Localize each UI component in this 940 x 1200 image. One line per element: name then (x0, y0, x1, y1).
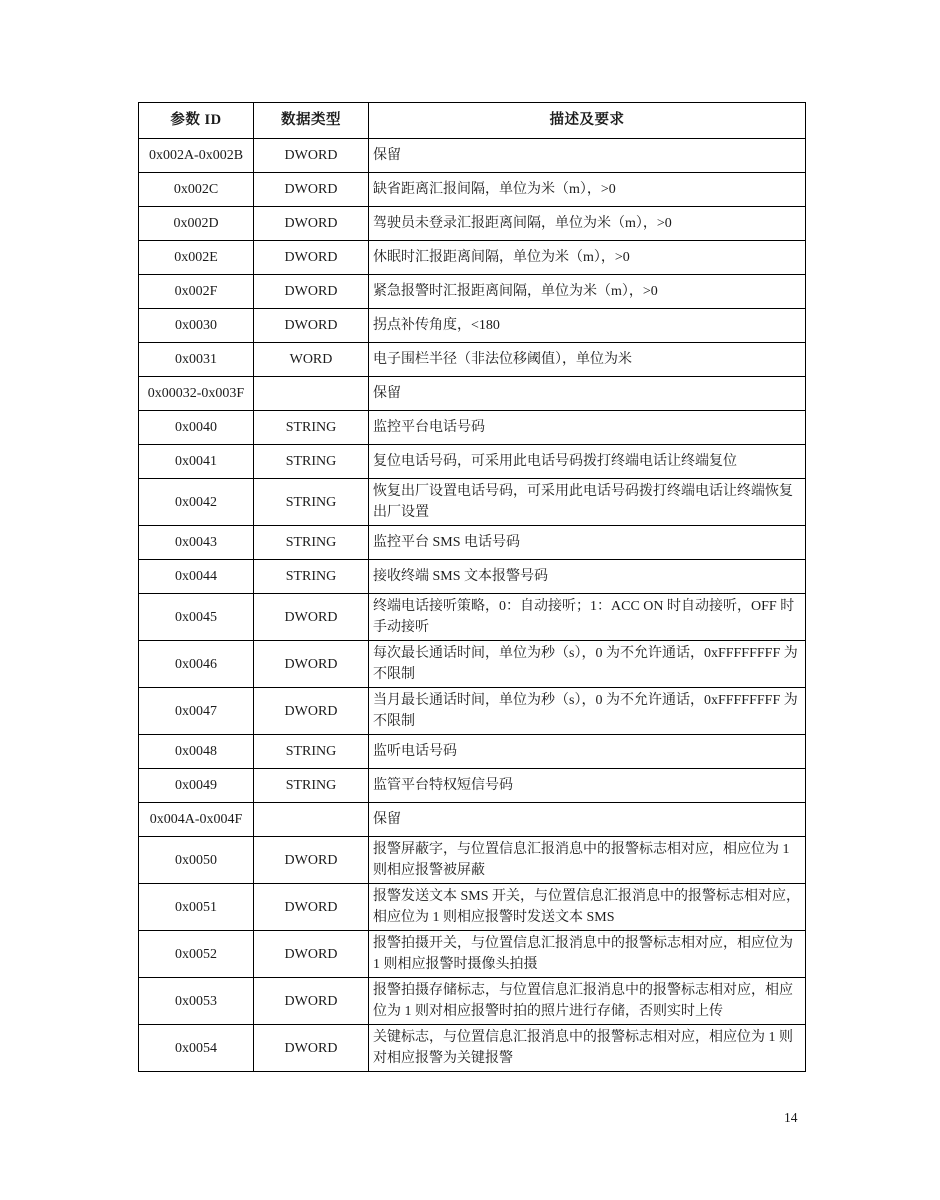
data-type-cell: DWORD (254, 207, 369, 241)
table-row (139, 803, 806, 837)
data-type-cell: STRING (254, 445, 369, 479)
table-header-row (139, 103, 806, 139)
table-row (139, 1025, 806, 1072)
param-id-cell: 0x0046 (139, 641, 254, 688)
description-cell: 报警发送文本 SMS 开关，与位置信息汇报消息中的报警标志相对应，相应位为 1 则相应报警时发送文本 SMS (369, 884, 806, 931)
description-cell: 缺省距离汇报间隔，单位为米（m），>0 (369, 173, 806, 207)
description-cell: 休眠时汇报距离间隔，单位为米（m），>0 (369, 241, 806, 275)
data-type-cell: DWORD (254, 931, 369, 978)
description-cell: 每次最长通话时间，单位为秒（s），0 为不允许通话，0xFFFFFFFF 为不限制 (369, 641, 806, 688)
param-id-cell: 0x0043 (139, 526, 254, 560)
param-id-cell: 0x0050 (139, 837, 254, 884)
description-cell: 紧急报警时汇报距离间隔，单位为米（m），>0 (369, 275, 806, 309)
description-cell: 复位电话号码，可采用此电话号码拨打终端电话让终端复位 (369, 445, 806, 479)
page-number: 14 (784, 1110, 798, 1125)
table-row (139, 735, 806, 769)
header-data-type: 数据类型 (254, 103, 369, 139)
description-cell: 监管平台特权短信号码 (369, 769, 806, 803)
data-type-cell: DWORD (254, 978, 369, 1025)
table-row (139, 769, 806, 803)
table-row (139, 594, 806, 641)
data-type-cell: DWORD (254, 641, 369, 688)
parameter-table (138, 102, 806, 1072)
description-cell: 关键标志，与位置信息汇报消息中的报警标志相对应，相应位为 1 则对相应报警为关键报警 (369, 1025, 806, 1072)
param-id-cell: 0x0048 (139, 735, 254, 769)
table-row (139, 688, 806, 735)
param-id-cell: 0x0054 (139, 1025, 254, 1072)
param-id-cell: 0x0040 (139, 411, 254, 445)
data-type-cell: DWORD (254, 688, 369, 735)
header-param-id: 参数 ID (139, 103, 254, 139)
table-row (139, 978, 806, 1025)
description-cell: 接收终端 SMS 文本报警号码 (369, 560, 806, 594)
param-id-cell: 0x002E (139, 241, 254, 275)
param-id-cell: 0x004A-0x004F (139, 803, 254, 837)
data-type-cell: WORD (254, 343, 369, 377)
description-cell: 电子围栏半径（非法位移阈值），单位为米 (369, 343, 806, 377)
param-id-cell: 0x0041 (139, 445, 254, 479)
header-description: 描述及要求 (369, 103, 806, 139)
data-type-cell: STRING (254, 526, 369, 560)
table-row (139, 411, 806, 445)
param-id-cell: 0x0031 (139, 343, 254, 377)
table-row (139, 560, 806, 594)
data-type-cell: DWORD (254, 173, 369, 207)
table-row (139, 241, 806, 275)
data-type-cell: STRING (254, 411, 369, 445)
data-type-cell (254, 377, 369, 411)
param-id-cell: 0x0047 (139, 688, 254, 735)
description-cell: 报警屏蔽字，与位置信息汇报消息中的报警标志相对应，相应位为 1 则相应报警被屏蔽 (369, 837, 806, 884)
data-type-cell: DWORD (254, 241, 369, 275)
table-row (139, 343, 806, 377)
description-cell: 恢复出厂设置电话号码，可采用此电话号码拨打终端电话让终端恢复出厂设置 (369, 479, 806, 526)
table-row (139, 837, 806, 884)
table-row (139, 309, 806, 343)
param-id-cell: 0x00032-0x003F (139, 377, 254, 411)
table-row (139, 884, 806, 931)
param-id-cell: 0x002F (139, 275, 254, 309)
param-id-cell: 0x0051 (139, 884, 254, 931)
data-type-cell: STRING (254, 735, 369, 769)
description-cell: 保留 (369, 139, 806, 173)
data-type-cell: DWORD (254, 594, 369, 641)
param-id-cell: 0x0045 (139, 594, 254, 641)
description-cell: 驾驶员未登录汇报距离间隔，单位为米（m），>0 (369, 207, 806, 241)
param-id-cell: 0x0030 (139, 309, 254, 343)
table-row (139, 139, 806, 173)
table-row (139, 275, 806, 309)
description-cell: 监听电话号码 (369, 735, 806, 769)
data-type-cell: DWORD (254, 309, 369, 343)
table-row (139, 377, 806, 411)
table-row (139, 526, 806, 560)
data-type-cell: DWORD (254, 275, 369, 309)
description-cell: 当月最长通话时间，单位为秒（s），0 为不允许通话，0xFFFFFFFF 为不限制 (369, 688, 806, 735)
param-id-cell: 0x0053 (139, 978, 254, 1025)
table-row (139, 479, 806, 526)
data-type-cell: DWORD (254, 837, 369, 884)
description-cell: 监控平台 SMS 电话号码 (369, 526, 806, 560)
param-id-cell: 0x0052 (139, 931, 254, 978)
data-type-cell: STRING (254, 479, 369, 526)
description-cell: 保留 (369, 803, 806, 837)
description-cell: 报警拍摄开关，与位置信息汇报消息中的报警标志相对应，相应位为 1 则相应报警时摄像头拍摄 (369, 931, 806, 978)
table-row (139, 207, 806, 241)
table-row (139, 641, 806, 688)
param-id-cell: 0x0049 (139, 769, 254, 803)
table-row (139, 931, 806, 978)
description-cell: 保留 (369, 377, 806, 411)
description-cell: 监控平台电话号码 (369, 411, 806, 445)
data-type-cell (254, 803, 369, 837)
data-type-cell: STRING (254, 769, 369, 803)
param-id-cell: 0x0042 (139, 479, 254, 526)
description-cell: 报警拍摄存储标志，与位置信息汇报消息中的报警标志相对应，相应位为 1 则对相应报警时拍的照片进行存储，否则实时上传 (369, 978, 806, 1025)
data-type-cell: DWORD (254, 884, 369, 931)
description-cell: 拐点补传角度，<180 (369, 309, 806, 343)
data-type-cell: STRING (254, 560, 369, 594)
data-type-cell: DWORD (254, 139, 369, 173)
description-cell: 终端电话接听策略，0：自动接听；1：ACC ON 时自动接听，OFF 时手动接听 (369, 594, 806, 641)
table-row (139, 173, 806, 207)
param-id-cell: 0x0044 (139, 560, 254, 594)
param-id-cell: 0x002A-0x002B (139, 139, 254, 173)
table-row (139, 445, 806, 479)
param-id-cell: 0x002D (139, 207, 254, 241)
data-type-cell: DWORD (254, 1025, 369, 1072)
param-id-cell: 0x002C (139, 173, 254, 207)
